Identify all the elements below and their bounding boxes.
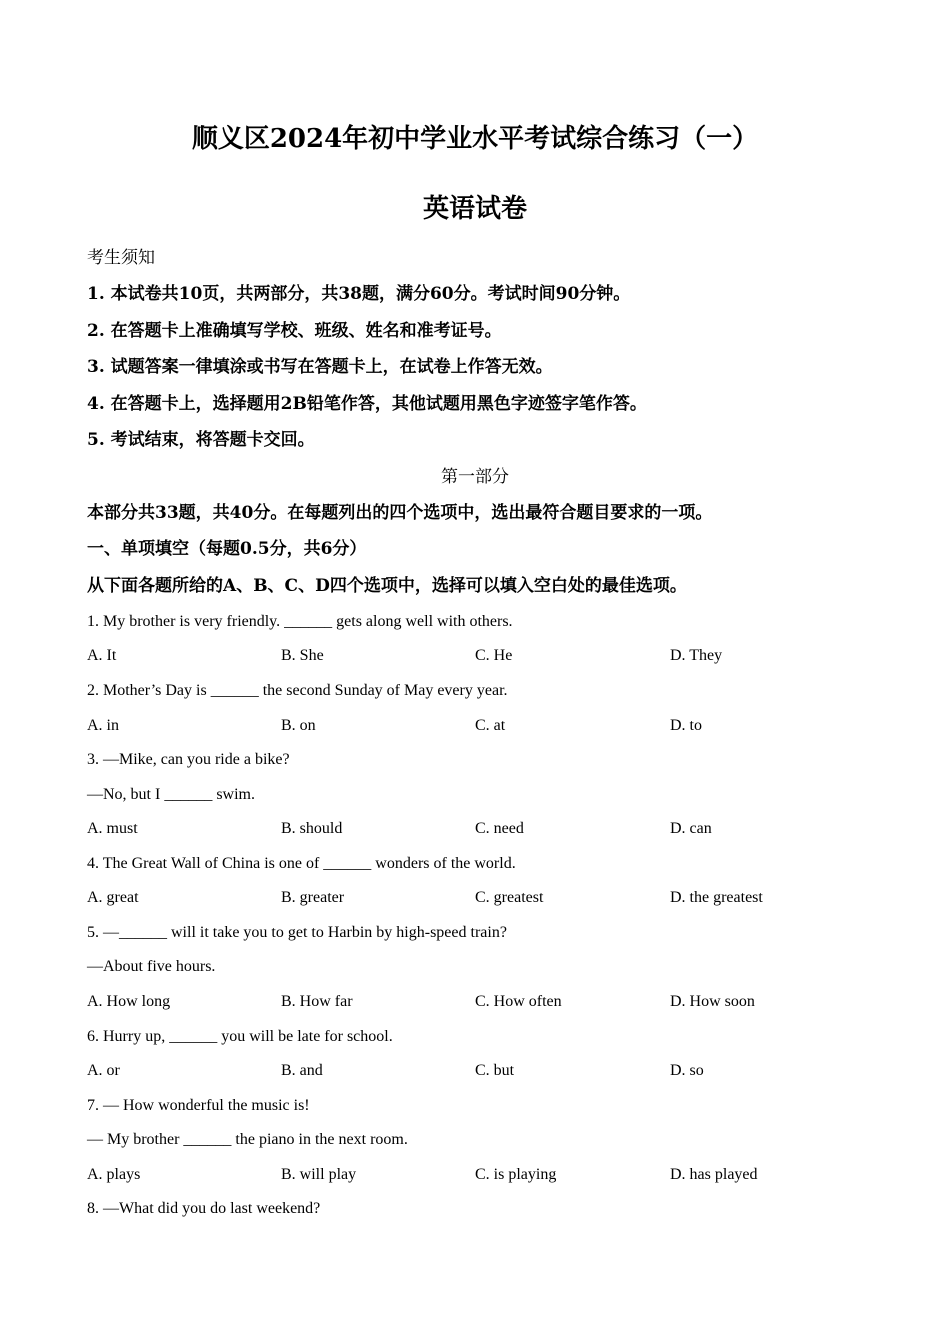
option-b: B. should [281,820,343,837]
option-d: D. has played [670,1166,758,1183]
question-line: —No, but I ______ swim. [87,786,255,803]
option-a: A. in [87,717,119,734]
exam-subtitle: 英语试卷 [422,194,527,224]
option-d: D. to [670,717,702,734]
option-a: A. or [87,1062,120,1079]
part-intro: 本部分共33题，共40分。在每题列出的四个选项中，选出最符合题目要求的一项。 [87,503,713,523]
option-a: A. plays [87,1166,141,1183]
option-c: C. He [475,647,513,664]
option-c: C. How often [475,993,562,1010]
option-b: B. and [281,1062,323,1079]
question-stem: 8. —What did you do last weekend? [87,1200,321,1217]
option-c: C. need [475,820,524,837]
option-b: B. How far [281,993,353,1010]
question-stem: 4. The Great Wall of China is one of ______ wonders of the world. [87,855,516,872]
question-stem: 7. — How wonderful the music is! [87,1097,310,1114]
option-b: B. greater [281,889,345,906]
option-a: A. It [87,647,117,664]
question-stem: 2. Mother’s Day is ______ the second Sunday of May every year. [87,682,508,699]
notice-item: 5. 考试结束，将答题卡交回。 [87,430,315,450]
option-c: C. greatest [475,889,544,906]
part-heading: 第一部分 [441,467,509,487]
question-stem: 1. My brother is very friendly. ______ gets along well with others. [87,613,513,630]
option-d: D. the greatest [670,889,763,906]
question-stem: 5. —______ will it take you to get to Harbin by high-speed train? [87,924,507,941]
option-c: C. but [475,1062,515,1079]
option-c: C. is playing [475,1166,557,1183]
option-a: A. great [87,889,139,906]
question-stem: 6. Hurry up, ______ you will be late for school. [87,1028,393,1045]
option-a: A. must [87,820,138,837]
option-b: B. She [281,647,324,664]
option-d: D. can [670,820,712,837]
option-a: A. How long [87,993,171,1010]
question-line: —About five hours. [87,958,216,975]
option-d: D. They [670,647,723,664]
option-c: C. at [475,717,506,734]
notice-item: 3. 试题答案一律填涂或书写在答题卡上，在试卷上作答无效。 [87,357,553,377]
question-line: — My brother ______ the piano in the next room. [87,1131,408,1148]
option-d: D. How soon [670,993,755,1010]
notice-item: 2. 在答题卡上准确填写学校、班级、姓名和准考证号。 [87,321,502,341]
question-stem: 3. —Mike, can you ride a bike? [87,751,290,768]
option-b: B. will play [281,1166,357,1183]
notice-heading: 考生须知 [87,248,155,268]
option-d: D. so [670,1062,704,1079]
exam-title: 顺义区2024年初中学业水平考试综合练习（一） [191,124,759,154]
notice-item: 1. 本试卷共10页，共两部分，共38题，满分60分。考试时间90分钟。 [87,284,631,304]
notice-item: 4. 在答题卡上，选择题用2B铅笔作答，其他试题用黑色字迹签字笔作答。 [87,394,647,414]
option-b: B. on [281,717,316,734]
section-title: 一、单项填空（每题0.5分，共6分） [87,539,367,559]
section-instruction: 从下面各题所给的A、B、C、D四个选项中，选择可以填入空白处的最佳选项。 [87,576,687,596]
